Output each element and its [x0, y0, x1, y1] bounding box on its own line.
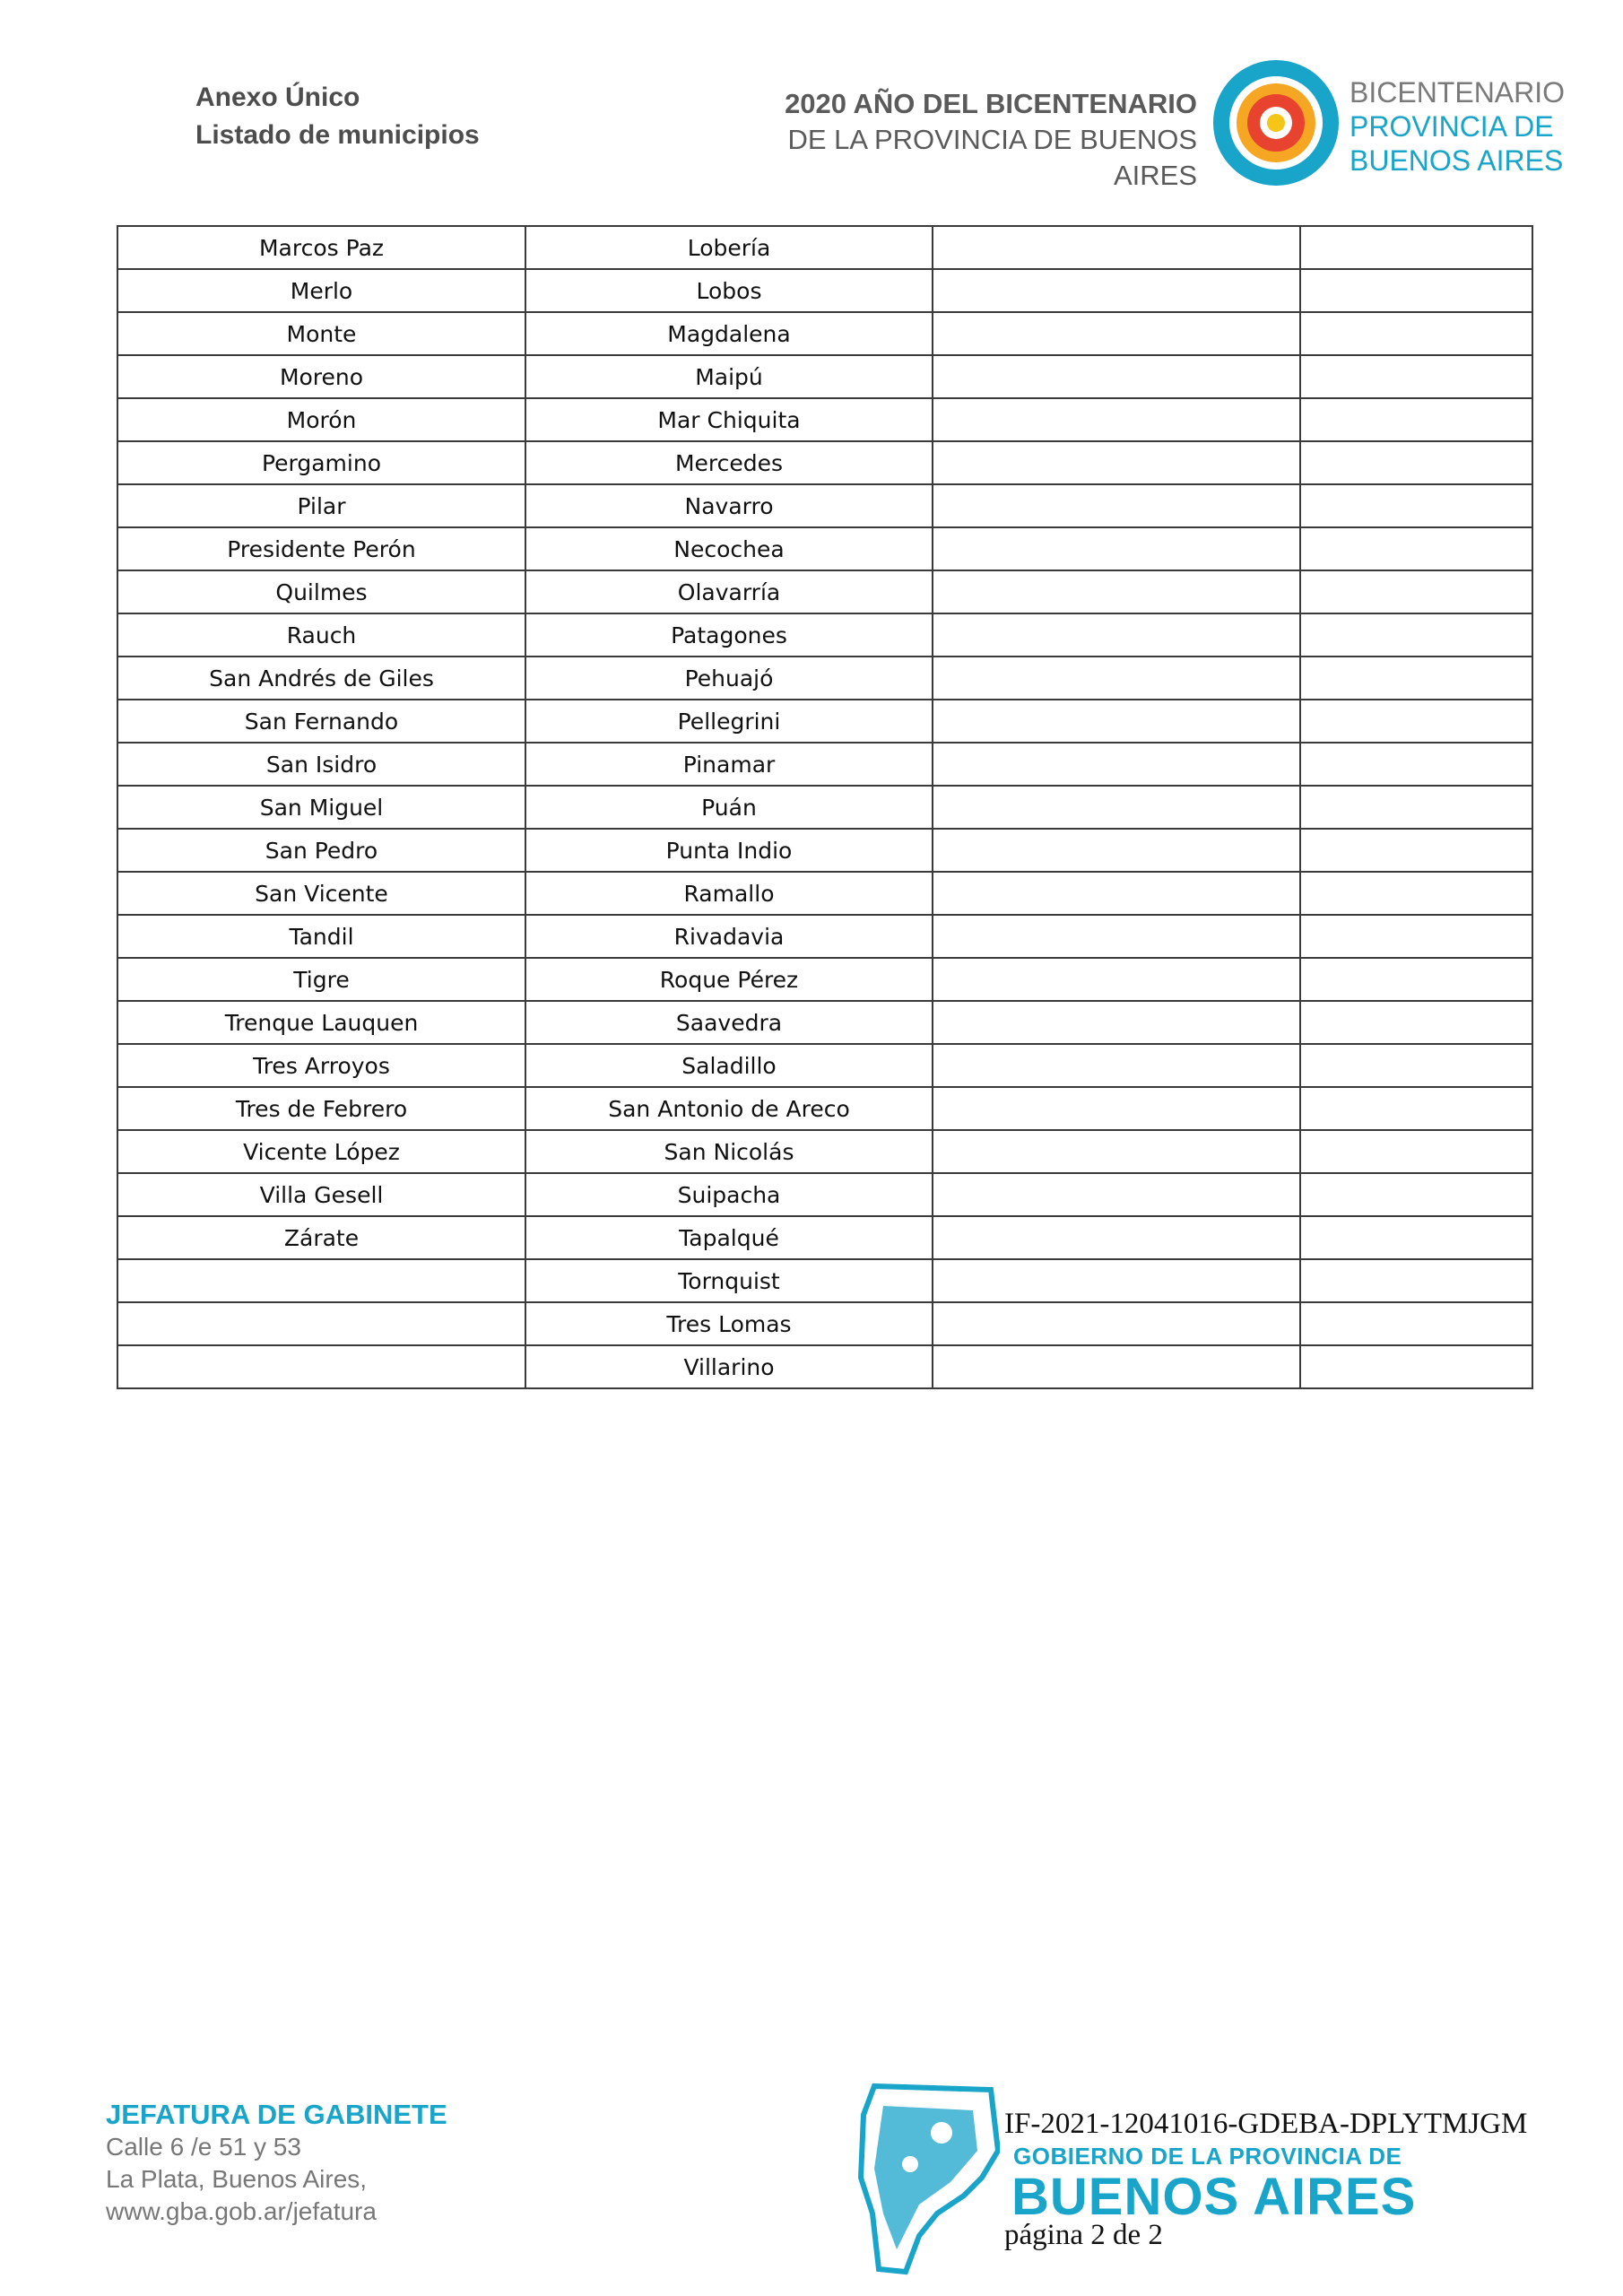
- table-cell: [1300, 570, 1532, 613]
- table-row: [117, 1259, 1532, 1302]
- table-cell: [1300, 786, 1532, 829]
- table-cell: [933, 570, 1300, 613]
- table-cell: Monte: [117, 312, 525, 355]
- table-cell: San Pedro: [117, 829, 525, 872]
- annex-header: [195, 79, 480, 154]
- table-cell: [933, 1173, 1300, 1216]
- province-map-icon: [856, 2079, 1000, 2276]
- table-cell: Vicente López: [117, 1130, 525, 1173]
- footer-address-line-2: La Plata, Buenos Aires,: [106, 2165, 368, 2193]
- table-cell: Presidente Perón: [117, 527, 525, 570]
- table-cell: [1300, 1345, 1532, 1388]
- table-row: [117, 958, 1532, 1001]
- table-row: [117, 700, 1532, 743]
- table-cell: [1300, 1259, 1532, 1302]
- table-row: [117, 527, 1532, 570]
- table-cell: [933, 915, 1300, 958]
- table-cell: Puán: [525, 786, 933, 829]
- table-row: [117, 269, 1532, 312]
- table-cell: [933, 1130, 1300, 1173]
- table-cell: [1300, 398, 1532, 441]
- table-cell: Tornquist: [525, 1259, 933, 1302]
- table-row: [117, 398, 1532, 441]
- table-cell: San Miguel: [117, 786, 525, 829]
- table-cell: [933, 743, 1300, 786]
- table-cell: Saladillo: [525, 1044, 933, 1087]
- table-row: [117, 441, 1532, 484]
- brand-line-3: BUENOS AIRES: [1350, 144, 1564, 177]
- table-cell: San Vicente: [117, 872, 525, 915]
- table-row: [117, 743, 1532, 786]
- table-cell: San Andrés de Giles: [117, 657, 525, 700]
- table-cell: Merlo: [117, 269, 525, 312]
- table-cell: [933, 829, 1300, 872]
- table-cell: Marcos Paz: [117, 226, 525, 269]
- table-cell: [933, 1259, 1300, 1302]
- table-cell: Moreno: [117, 355, 525, 398]
- year-line-1: 2020 AÑO DEL BICENTENARIO: [785, 88, 1197, 119]
- table-cell: Navarro: [525, 484, 933, 527]
- table-cell: San Isidro: [117, 743, 525, 786]
- table-cell: [933, 700, 1300, 743]
- footer-contact: [106, 2099, 447, 2228]
- table-cell: [117, 1259, 525, 1302]
- table-cell: Olavarría: [525, 570, 933, 613]
- table-cell: Suipacha: [525, 1173, 933, 1216]
- annex-title: Anexo Único: [195, 83, 360, 112]
- table-cell: Patagones: [525, 613, 933, 657]
- table-cell: [1300, 829, 1532, 872]
- table-cell: [933, 657, 1300, 700]
- table-cell: [1300, 484, 1532, 527]
- table-row: [117, 657, 1532, 700]
- table-cell: Pehuajó: [525, 657, 933, 700]
- table-cell: Quilmes: [117, 570, 525, 613]
- page-number: página 2 de 2: [1004, 2219, 1163, 2251]
- table-cell: [933, 398, 1300, 441]
- table-cell: San Antonio de Areco: [525, 1087, 933, 1130]
- table-cell: [1300, 1173, 1532, 1216]
- table-cell: [933, 1302, 1300, 1345]
- table-cell: Lobería: [525, 226, 933, 269]
- table-cell: [933, 1001, 1300, 1044]
- table-cell: [117, 1302, 525, 1345]
- table-cell: [1300, 312, 1532, 355]
- table-cell: San Nicolás: [525, 1130, 933, 1173]
- table-cell: [933, 226, 1300, 269]
- table-cell: Mercedes: [525, 441, 933, 484]
- table-row: [117, 1044, 1532, 1087]
- table-cell: [1300, 527, 1532, 570]
- footer-address-line-1: Calle 6 /e 51 y 53: [106, 2133, 301, 2161]
- table-cell: [1300, 1087, 1532, 1130]
- table-row: [117, 1087, 1532, 1130]
- table-cell: Punta Indio: [525, 829, 933, 872]
- table-cell: Roque Pérez: [525, 958, 933, 1001]
- table-row: [117, 872, 1532, 915]
- table-row: [117, 570, 1532, 613]
- table-cell: Ramallo: [525, 872, 933, 915]
- table-cell: [1300, 613, 1532, 657]
- table-cell: [933, 527, 1300, 570]
- table-row: [117, 1345, 1532, 1388]
- table-cell: [1300, 1130, 1532, 1173]
- bicentennial-sun-logo-icon: [1209, 56, 1343, 190]
- table-row: [117, 786, 1532, 829]
- table-cell: [933, 786, 1300, 829]
- table-row: [117, 355, 1532, 398]
- bicentennial-year-text: [717, 86, 1197, 194]
- table-cell: [933, 441, 1300, 484]
- table-cell: Tres de Febrero: [117, 1087, 525, 1130]
- footer-org-name: JEFATURA DE GABINETE: [106, 2099, 447, 2130]
- brand-line-1: BICENTENARIO: [1350, 76, 1566, 109]
- table-row: [117, 829, 1532, 872]
- table-cell: Tres Arroyos: [117, 1044, 525, 1087]
- table-cell: [933, 484, 1300, 527]
- table-cell: Morón: [117, 398, 525, 441]
- table-cell: [933, 1087, 1300, 1130]
- table-cell: Pinamar: [525, 743, 933, 786]
- table-row: [117, 915, 1532, 958]
- table-cell: [1300, 700, 1532, 743]
- table-cell: Tapalqué: [525, 1216, 933, 1259]
- table-cell: Mar Chiquita: [525, 398, 933, 441]
- table-cell: [933, 269, 1300, 312]
- table-cell: Pilar: [117, 484, 525, 527]
- government-line-2: BUENOS AIRES: [1011, 2168, 1417, 2226]
- table-cell: San Fernando: [117, 700, 525, 743]
- table-cell: Lobos: [525, 269, 933, 312]
- table-cell: [1300, 872, 1532, 915]
- table-row: [117, 1130, 1532, 1173]
- table-row: [117, 613, 1532, 657]
- table-row: [117, 312, 1532, 355]
- table-row: [117, 1173, 1532, 1216]
- municipalities-table: [117, 225, 1533, 1389]
- table-cell: Maipú: [525, 355, 933, 398]
- table-cell: [933, 1345, 1300, 1388]
- annex-subtitle: Listado de municipios: [195, 120, 480, 150]
- table-cell: [1300, 657, 1532, 700]
- table-cell: [1300, 269, 1532, 312]
- footer-website: www.gba.gob.ar/jefatura: [106, 2197, 377, 2225]
- table-cell: [117, 1345, 525, 1388]
- table-row: [117, 226, 1532, 269]
- table-cell: Zárate: [117, 1216, 525, 1259]
- table-cell: [1300, 441, 1532, 484]
- brand-line-2: PROVINCIA DE: [1350, 110, 1554, 143]
- table-cell: Saavedra: [525, 1001, 933, 1044]
- table-cell: [933, 872, 1300, 915]
- government-line-1: GOBIERNO DE LA PROVINCIA DE: [1013, 2143, 1402, 2170]
- table-cell: [933, 312, 1300, 355]
- table-row: [117, 1302, 1532, 1345]
- table-row: [117, 1001, 1532, 1044]
- document-id: IF-2021-12041016-GDEBA-DPLYTMJGM: [1004, 2108, 1528, 2140]
- table-cell: Necochea: [525, 527, 933, 570]
- municipalities-table-body: [117, 226, 1532, 1388]
- table-cell: [1300, 1302, 1532, 1345]
- table-cell: [933, 1216, 1300, 1259]
- table-cell: Pergamino: [117, 441, 525, 484]
- table-cell: [1300, 958, 1532, 1001]
- table-cell: Pellegrini: [525, 700, 933, 743]
- bicentennial-brand-text: [1350, 75, 1565, 178]
- table-cell: [1300, 915, 1532, 958]
- table-row: [117, 1216, 1532, 1259]
- table-cell: Tandil: [117, 915, 525, 958]
- year-line-2: DE LA PROVINCIA DE BUENOS AIRES: [787, 124, 1197, 191]
- table-cell: Rauch: [117, 613, 525, 657]
- table-cell: [933, 958, 1300, 1001]
- table-cell: Trenque Lauquen: [117, 1001, 525, 1044]
- table-cell: [1300, 226, 1532, 269]
- table-cell: Magdalena: [525, 312, 933, 355]
- table-cell: [1300, 743, 1532, 786]
- table-cell: [1300, 1216, 1532, 1259]
- table-cell: [1300, 1001, 1532, 1044]
- table-cell: [1300, 355, 1532, 398]
- table-cell: [933, 1044, 1300, 1087]
- table-row: [117, 484, 1532, 527]
- table-cell: Villarino: [525, 1345, 933, 1388]
- table-cell: [933, 355, 1300, 398]
- table-cell: Tigre: [117, 958, 525, 1001]
- table-cell: Tres Lomas: [525, 1302, 933, 1345]
- table-cell: [1300, 1044, 1532, 1087]
- table-cell: [933, 613, 1300, 657]
- table-cell: Villa Gesell: [117, 1173, 525, 1216]
- table-cell: Rivadavia: [525, 915, 933, 958]
